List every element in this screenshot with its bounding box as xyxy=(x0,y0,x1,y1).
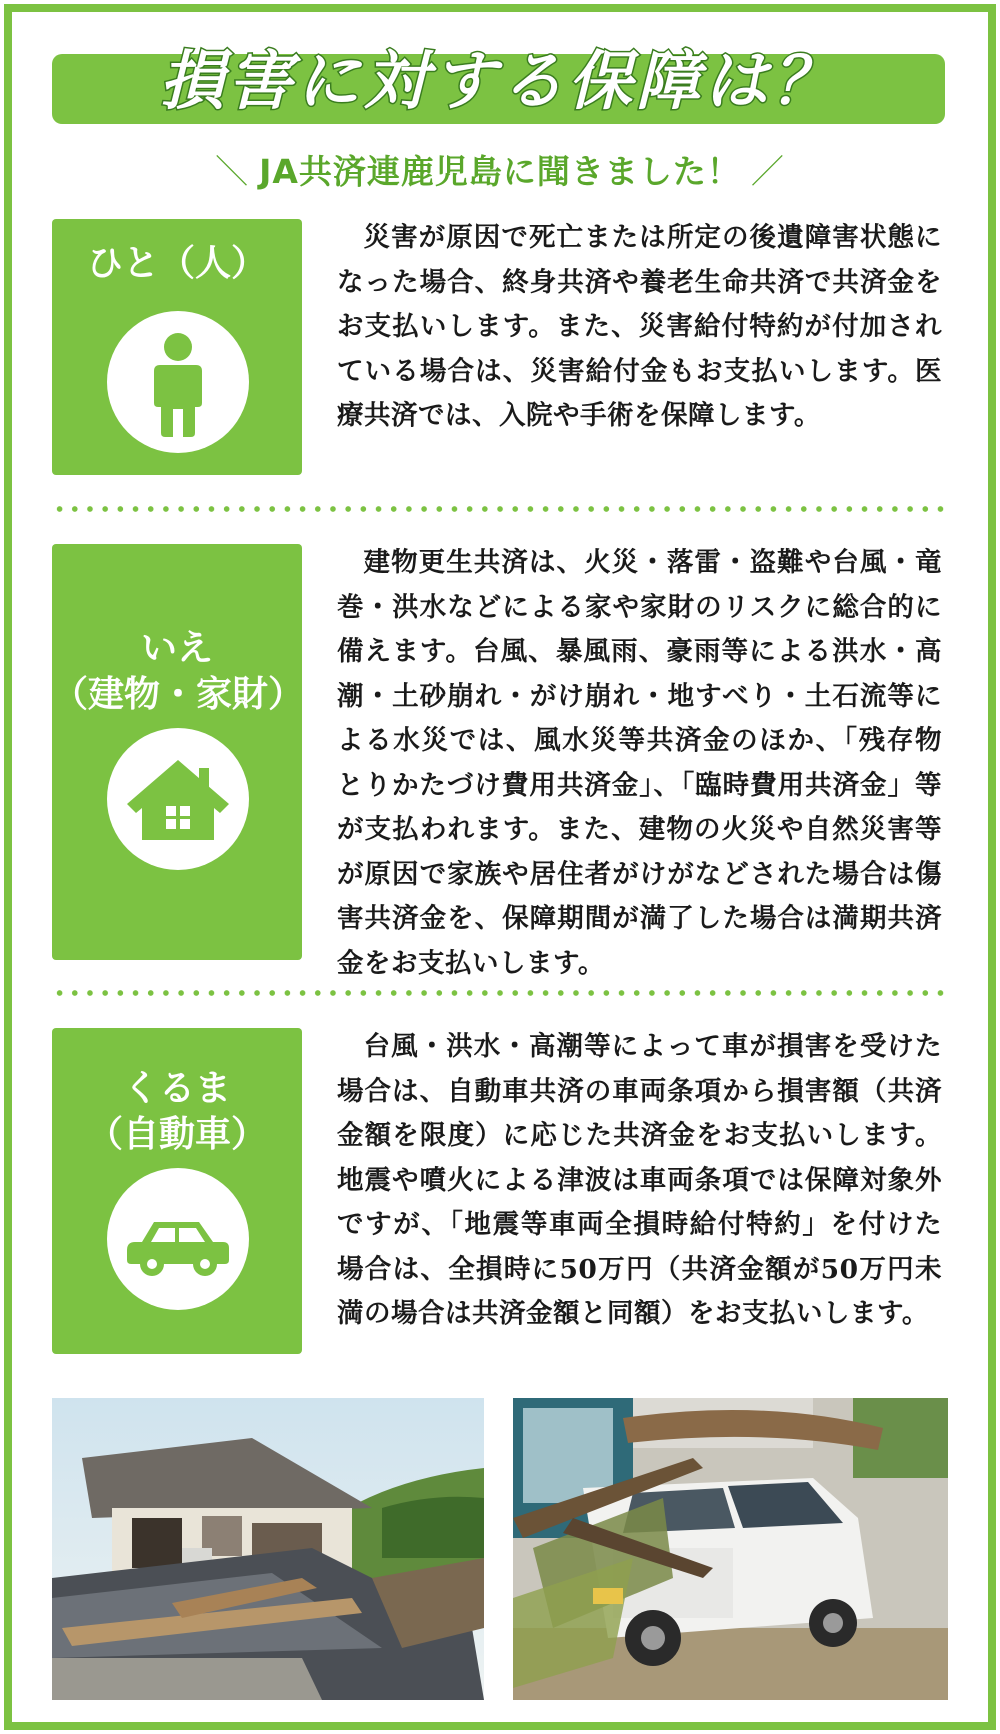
section-label-box xyxy=(52,544,305,960)
subtitle-left-slash: ＼ xyxy=(215,152,250,191)
car-icon xyxy=(107,1168,249,1310)
subtitle-right-slash: ／ xyxy=(750,152,785,191)
person-icon xyxy=(107,311,249,453)
section-car xyxy=(52,1028,948,1354)
section-body-text: 災害が原因で死亡または所定の後遺障害状態になった場合、終身共済や養老生命共済で共済金をお支払いします。また、災害給付特約が付加されている場合は、災害給付金もお支払いします。医療共済では、入院や手術を保障します。 xyxy=(337,222,942,431)
photo-damaged-car xyxy=(513,1398,948,1700)
page-title: 損害に対する保障は？ xyxy=(160,45,840,119)
section-person xyxy=(52,219,948,475)
section-label: くるま （自動車） xyxy=(86,1068,267,1155)
house-icon xyxy=(107,728,249,870)
section-label-box xyxy=(52,219,302,475)
subtitle-text: JA共済連鹿児島に聞きました！ xyxy=(259,152,741,191)
section-label: いえ （建物・家財） xyxy=(52,628,305,715)
section-body-text: 台風・洪水・高潮等によって車が損害を受けた場合は、自動車共済の車両条項から損害額（共済金額を限度）に応じた共済金をお支払いします。地震や噴火による津波は車両条項では保障対象外ですが、「地震等車両全損時給付特約」を付けた場合は、全損時に50万円（共済金額が50万円未満の場合は共済金額と同額）をお支払いします。 xyxy=(337,1031,942,1329)
section-body-text: 建物更生共済は、火災・落雷・盗難や台風・竜巻・洪水などによる家や家財のリスクに総合的に備えます。台風、暴風雨、豪雨等による洪水・高潮・土砂崩れ・がけ崩れ・地すべり・土石流等による水災では、風水災等共済金のほか、「残存物とりかたづけ費用共済金」、「臨時費用共済金」等が支払われます。また、建物の火災や自然災害等が原因で家族や居住者がけがなどされた場合は傷害共済金を、保障期間が満了した場合は満期共済金をお支払いします。 xyxy=(337,547,942,979)
section-label-box xyxy=(52,1028,302,1354)
divider xyxy=(52,506,948,512)
photo-collapsed-house xyxy=(52,1398,484,1700)
divider xyxy=(52,990,948,996)
section-house xyxy=(52,544,948,979)
section-label: ひと（人） xyxy=(86,243,267,284)
page-subtitle xyxy=(0,146,1000,193)
